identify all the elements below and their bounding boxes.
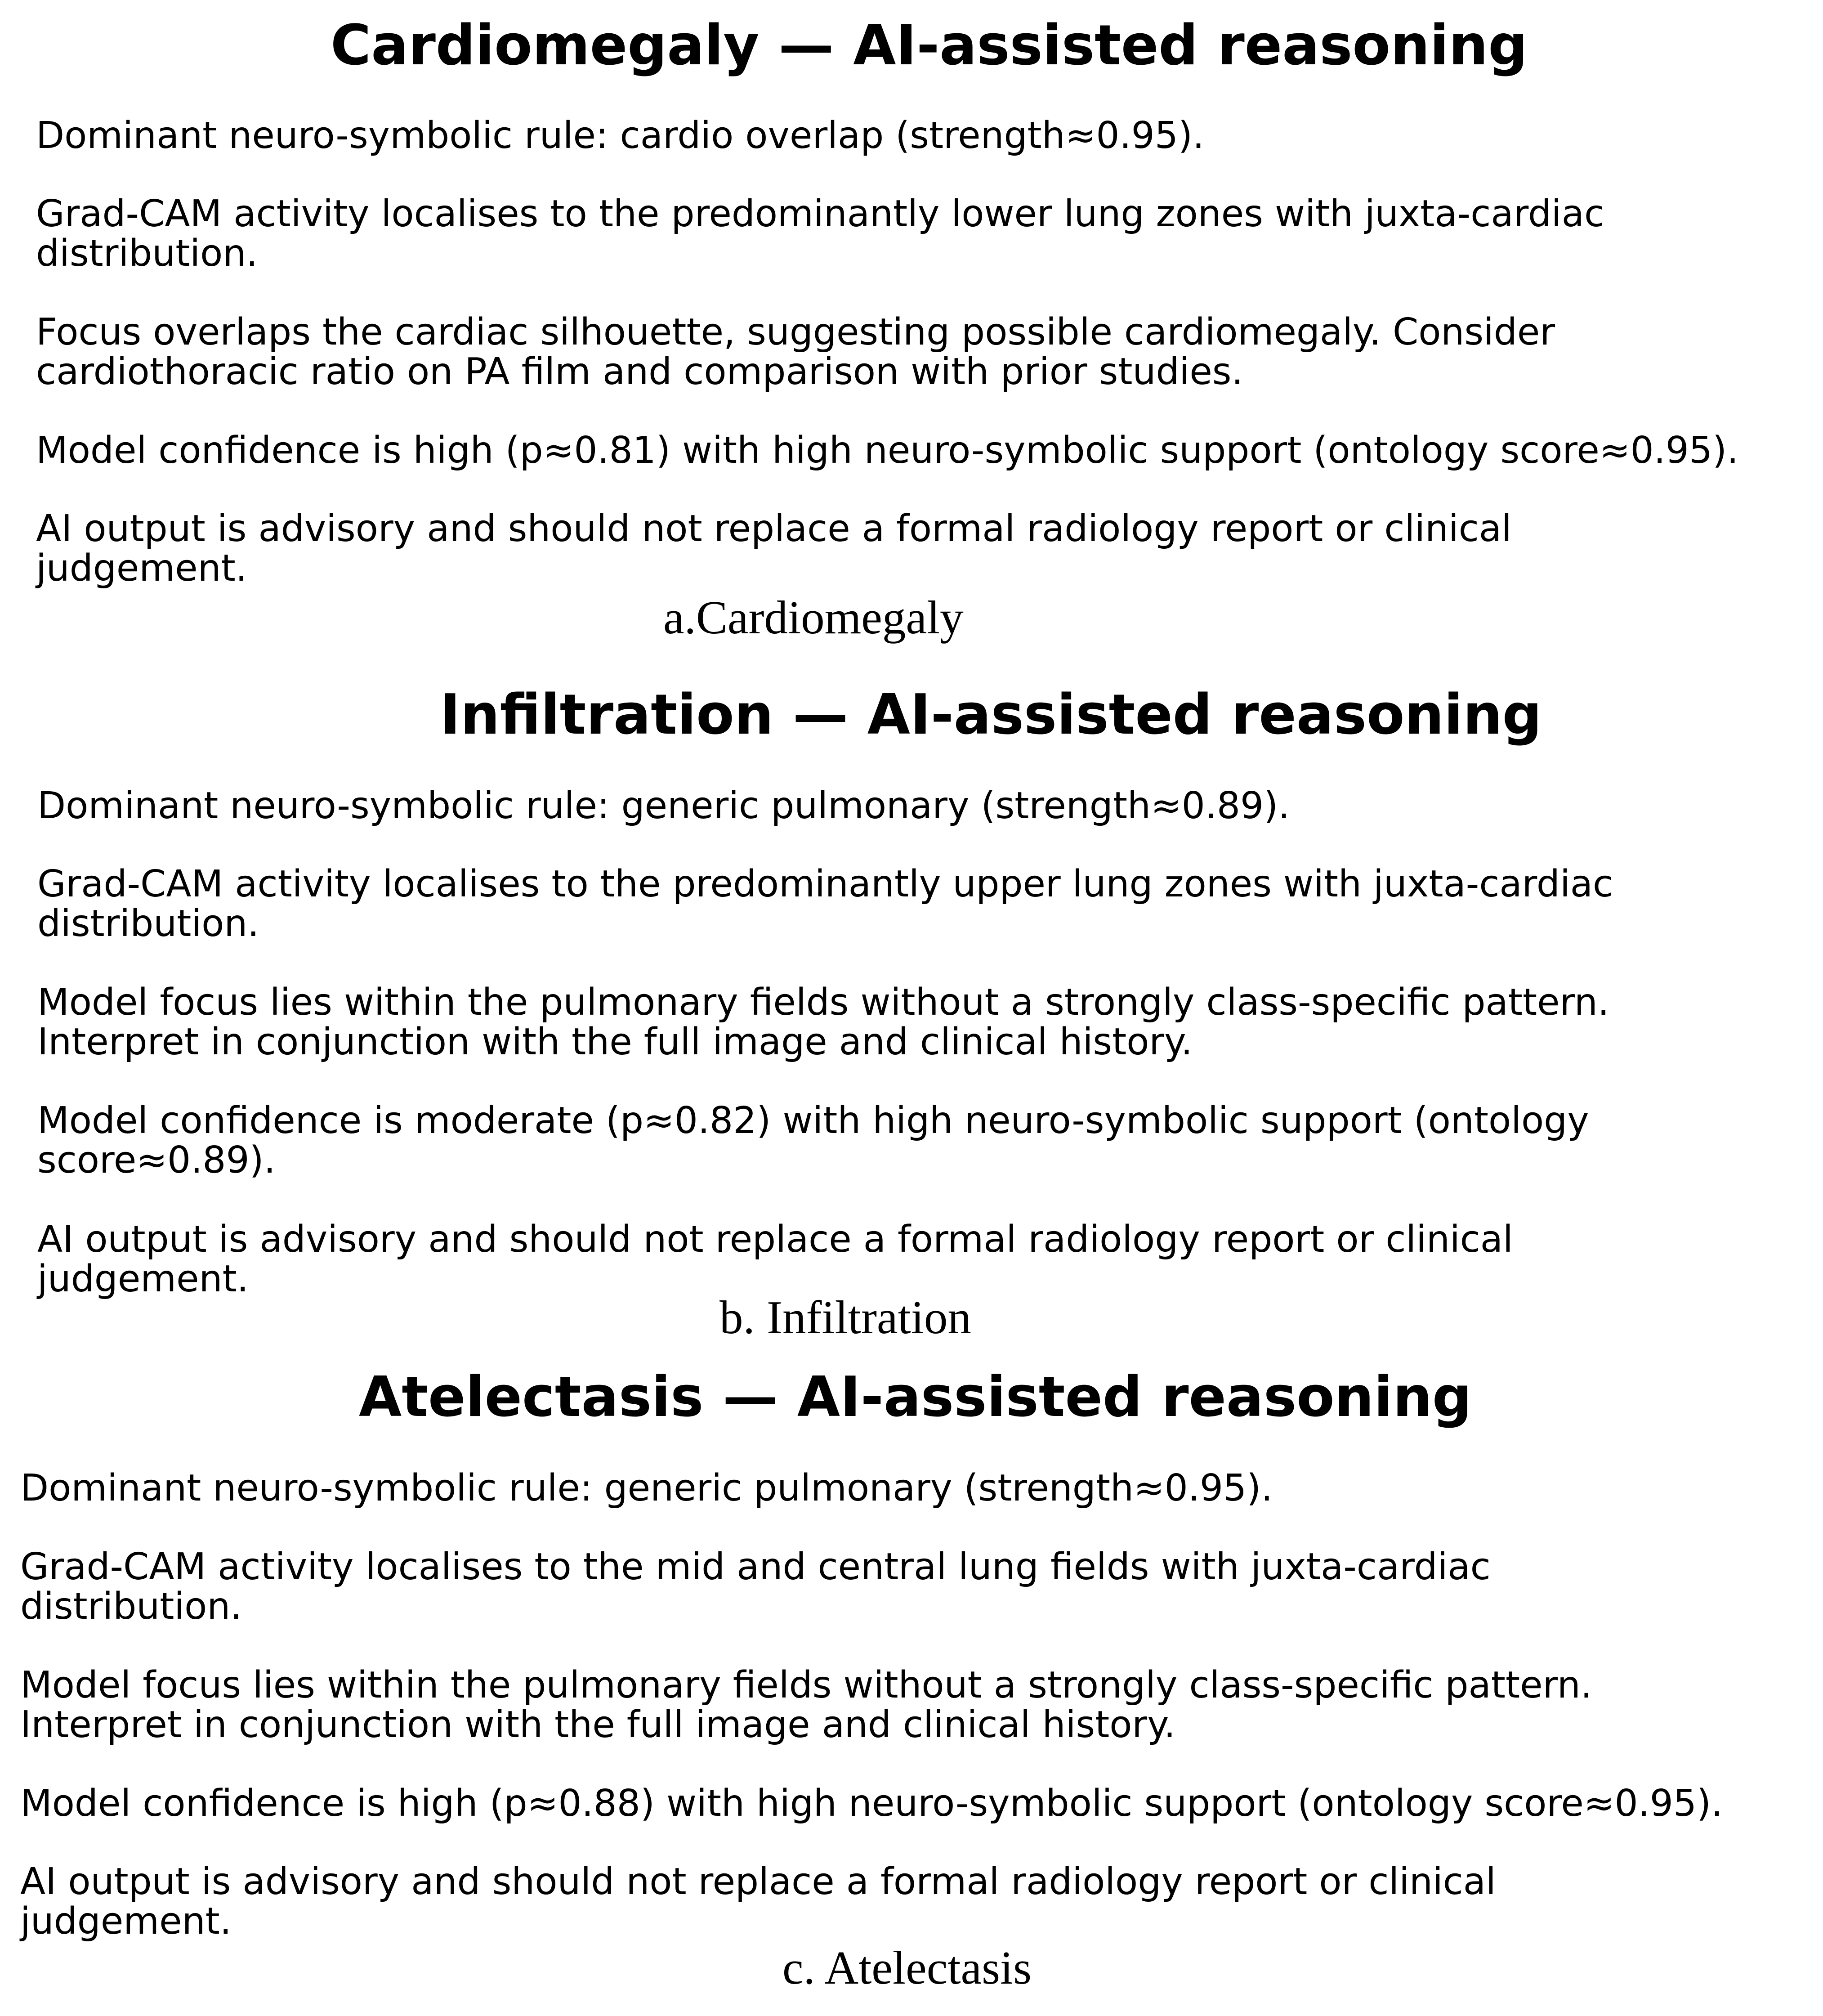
confidence-text: Model confidence is moderate (p≈0.82) with high neuro-symbolic support (ontology score≈0.89). bbox=[37, 1099, 1589, 1182]
figure-caption: a.Cardiomegaly bbox=[663, 591, 964, 644]
figure-caption: c. Atelectasis bbox=[782, 1941, 1032, 1994]
panel-title: Cardiomegaly — AI-assisted reasoning bbox=[331, 13, 1528, 78]
advisory-disclaimer-text: AI output is advisory and should not replace a formal radiology report or clinical judgement. bbox=[37, 1218, 1513, 1300]
confidence-text: Model confidence is high (p≈0.88) with high neuro-symbolic support (ontology score≈0.95). bbox=[20, 1782, 1723, 1825]
panel-title: Infiltration — AI-assisted reasoning bbox=[440, 683, 1542, 747]
gradcam-localisation-text: Grad-CAM activity localises to the predominantly upper lung zones with juxta-cardiac distribution. bbox=[37, 863, 1613, 945]
confidence-text: Model confidence is high (p≈0.81) with high neuro-symbolic support (ontology score≈0.95). bbox=[36, 429, 1739, 472]
interpretation-text: Model focus lies within the pulmonary fields without a strongly class-specific pattern. Interpret in conjunction with the full image and clinical history. bbox=[37, 981, 1609, 1063]
figure-caption: b. Infiltration bbox=[719, 1291, 971, 1344]
interpretation-text: Focus overlaps the cardiac silhouette, suggesting possible cardiomegaly. Consider cardiothoracic ratio on PA film and comparison with prior studies. bbox=[36, 311, 1555, 393]
interpretation-text: Model focus lies within the pulmonary fields without a strongly class-specific pattern. Interpret in conjunction with the full image and clinical history. bbox=[20, 1664, 1592, 1746]
gradcam-localisation-text: Grad-CAM activity localises to the mid and central lung fields with juxta-cardiac distribution. bbox=[20, 1546, 1491, 1628]
advisory-disclaimer-text: AI output is advisory and should not replace a formal radiology report or clinical judgement. bbox=[36, 507, 1512, 590]
dominant-rule-text: Dominant neuro-symbolic rule: generic pulmonary (strength≈0.89). bbox=[37, 784, 1290, 827]
gradcam-localisation-text: Grad-CAM activity localises to the predominantly lower lung zones with juxta-cardiac distribution. bbox=[36, 193, 1605, 275]
dominant-rule-text: Dominant neuro-symbolic rule: generic pulmonary (strength≈0.95). bbox=[20, 1467, 1273, 1510]
dominant-rule-text: Dominant neuro-symbolic rule: cardio overlap (strength≈0.95). bbox=[36, 114, 1205, 157]
advisory-disclaimer-text: AI output is advisory and should not replace a formal radiology report or clinical judgement. bbox=[20, 1860, 1496, 1943]
panel-title: Atelectasis — AI-assisted reasoning bbox=[359, 1365, 1472, 1429]
